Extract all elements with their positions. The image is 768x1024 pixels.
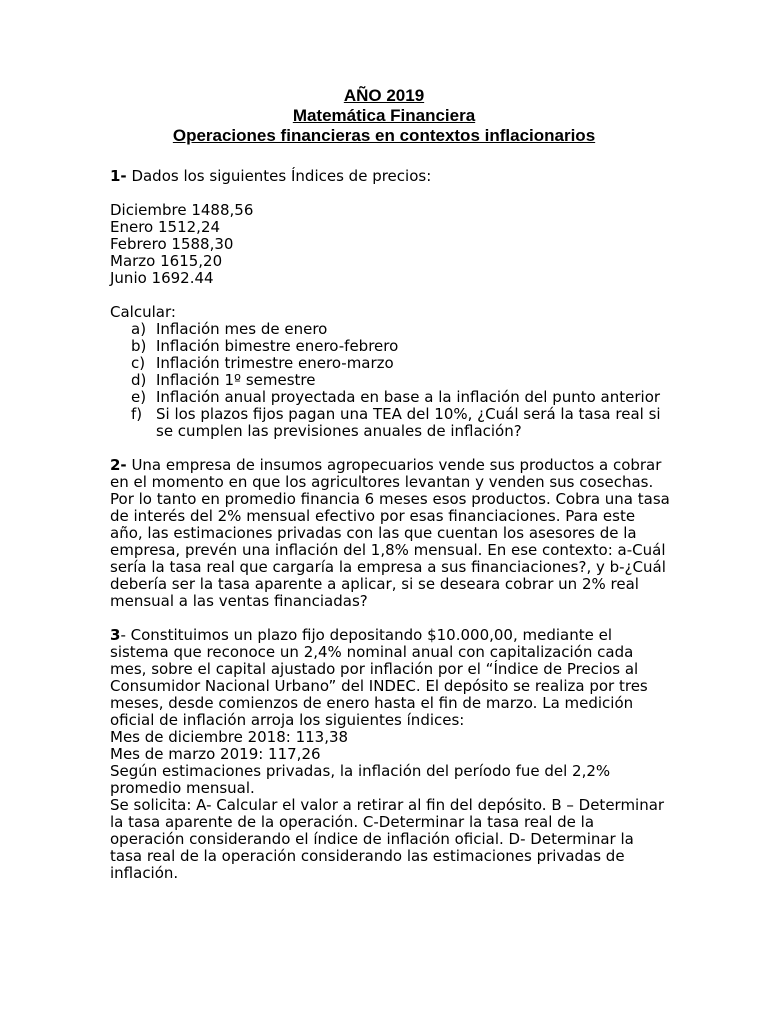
item-text: Inflación bimestre enero-febrero bbox=[156, 337, 399, 355]
question-3-text: - Constituimos un plazo fijo depositando $10.000,00, mediante el sistema que reconoce un 2,4% nominal anual con capitalización cada mes, sobre el capital ajustado por inflación por el “Índice de Precios al Consumidor Nacional Urbano” del INDEC. El depósito se realiza por tres meses, desde comienzos de enero hasta el fin de marzo. La medición oficial de inflación arroja los siguientes índices: bbox=[110, 626, 648, 729]
question-3-paragraph bbox=[110, 627, 670, 729]
item-letter: d) bbox=[131, 371, 147, 389]
question-2-text: Una empresa de insumos agropecuarios vende sus productos a cobrar en el momento en que los agricultores levantan y venden sus cosechas. Por lo tanto en promedio financia 6 meses esos productos. Cobra una tasa de interés del 2% mensual efectivo por esas financiaciones. Para este año, las estimaciones privadas con las que cuentan los asesores de la empresa, prevén una inflación del 1,8% mensual. En ese contexto: a-Cuál sería la tasa real que cargaría la empresa a sus financiaciones?, y b-¿Cuál debería ser la tasa aparente a aplicar, si se deseara cobrar un 2% real mensual a las ventas financiadas? bbox=[110, 456, 670, 610]
topic-title: Operaciones financieras en contextos inflacionarios bbox=[172, 126, 596, 145]
price-index-line: Diciembre 1488,56 bbox=[110, 201, 254, 219]
question-3-number: 3 bbox=[110, 626, 121, 644]
price-index-list bbox=[110, 202, 670, 287]
subject-title: Matemática Financiera bbox=[292, 106, 476, 125]
question-1-text: Dados los siguientes Índices de precios: bbox=[126, 167, 432, 185]
item-text: Inflación 1º semestre bbox=[156, 371, 316, 389]
item-letter: c) bbox=[131, 354, 146, 372]
item-text: Inflación mes de enero bbox=[156, 320, 328, 338]
item-text: Inflación trimestre enero-marzo bbox=[156, 354, 394, 372]
item-text: Inflación anual proyectada en base a la inflación del punto anterior bbox=[156, 388, 661, 406]
list-item bbox=[110, 389, 670, 406]
list-item bbox=[110, 355, 670, 372]
question-2-number: 2- bbox=[110, 456, 127, 474]
price-index-line: Febrero 1588,30 bbox=[110, 235, 234, 253]
question-3-request: Se solicita: A- Calcular el valor a retirar al fin del depósito. B – Determinar la tasa aparente de la operación. C-Determinar la tasa real de la operación considerando el índice de inflación oficial. D- Determinar la tasa real de la operación considerando las estimaciones privadas de inflación. bbox=[110, 796, 665, 882]
list-item bbox=[110, 406, 670, 440]
document-header bbox=[0, 86, 768, 146]
price-index-line: Junio 1692.44 bbox=[110, 269, 214, 287]
list-item bbox=[110, 338, 670, 355]
price-index-line: Marzo 1615,20 bbox=[110, 252, 223, 270]
private-estimates-line: Según estimaciones privadas, la inflación del período fue del 2,2% promedio mensual. bbox=[110, 762, 611, 797]
list-item bbox=[110, 321, 670, 338]
calculate-label: Calcular: bbox=[110, 303, 176, 321]
calculation-items-list bbox=[110, 321, 670, 440]
item-letter: a) bbox=[131, 320, 147, 338]
question-1-intro bbox=[110, 168, 670, 185]
item-letter: b) bbox=[131, 337, 147, 355]
price-index-line: Enero 1512,24 bbox=[110, 218, 221, 236]
document-body bbox=[110, 168, 670, 882]
year-title: AÑO 2019 bbox=[343, 86, 425, 105]
item-text: Si los plazos fijos pagan una TEA del 10%, ¿Cuál será la tasa real si se cumplen las previsiones anuales de inflación? bbox=[156, 405, 661, 440]
item-letter: e) bbox=[131, 388, 147, 406]
item-letter: f) bbox=[131, 405, 143, 423]
list-item bbox=[110, 372, 670, 389]
march-index-line: Mes de marzo 2019: 117,26 bbox=[110, 745, 321, 763]
december-index-line: Mes de diciembre 2018: 113,38 bbox=[110, 728, 349, 746]
question-2-paragraph bbox=[110, 457, 670, 610]
question-1-number: 1- bbox=[110, 167, 127, 185]
